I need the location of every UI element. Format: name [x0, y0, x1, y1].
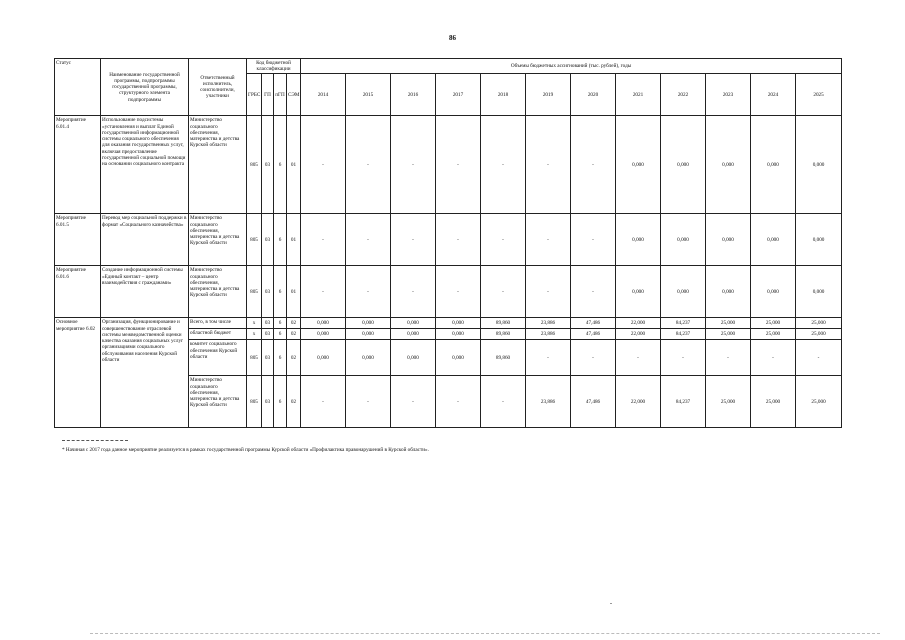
cell-value: 0,000: [346, 318, 391, 329]
cell-gp: 03: [262, 329, 274, 340]
cell-value: 0,000: [391, 318, 436, 329]
row-responsible: Министерство социального обеспечения, материнства и детства Курской области: [189, 214, 247, 266]
cell-value: -: [571, 266, 616, 318]
cell-value: -: [526, 214, 571, 266]
table-row: [55, 266, 842, 318]
cell-value: -: [571, 214, 616, 266]
cell-value: -: [301, 214, 346, 266]
cell-value: 25,000: [751, 329, 796, 340]
cell-value: 47,486: [571, 376, 616, 428]
cell-value: -: [391, 266, 436, 318]
table-row: [55, 116, 842, 214]
cell-value: -: [436, 376, 481, 428]
cell-value: 22,000: [616, 329, 661, 340]
cell-value: 23,886: [526, 329, 571, 340]
header-year: 2022: [661, 74, 706, 116]
cell-value: 25,000: [751, 318, 796, 329]
cell-grbs: 805: [247, 116, 262, 214]
cell-value: 25,000: [796, 376, 842, 428]
header-responsible: Ответственный исполнитель, соисполнители, участники: [189, 59, 247, 116]
cell-sem: 02: [287, 376, 301, 428]
cell-value: -: [571, 340, 616, 376]
row-name: Перевод мер социальной поддержки в формат «Социального казначейства»: [101, 214, 189, 266]
cell-value: -: [301, 266, 346, 318]
cell-grbs: x: [247, 318, 262, 329]
cell-value: -: [436, 116, 481, 214]
cell-value: 0,000: [301, 318, 346, 329]
cell-value: 0,000: [391, 329, 436, 340]
cell-pgp: 6: [274, 266, 287, 318]
cell-value: 0,000: [706, 116, 751, 214]
cell-value: 25,000: [751, 376, 796, 428]
cell-value: 84,237: [661, 318, 706, 329]
cell-value: 84,237: [661, 329, 706, 340]
cell-sem: 01: [287, 116, 301, 214]
cell-gp: 03: [262, 340, 274, 376]
cell-value: -: [436, 266, 481, 318]
cell-value: 0,000: [706, 266, 751, 318]
header-budget-code: Код бюджетной классификации: [247, 59, 301, 74]
cell-value: 22,000: [616, 376, 661, 428]
cell-value: -: [481, 116, 526, 214]
cell-value: -: [796, 340, 842, 376]
header-year: 2021: [616, 74, 661, 116]
cell-pgp: 6: [274, 318, 287, 329]
cell-grbs: 805: [247, 214, 262, 266]
cell-value: 0,000: [661, 116, 706, 214]
cell-value: 84,237: [661, 376, 706, 428]
header-sem: СЭМ: [287, 74, 301, 116]
cell-value: -: [481, 214, 526, 266]
cell-gp: 03: [262, 266, 274, 318]
cell-sem: 01: [287, 214, 301, 266]
cell-value: 0,000: [796, 116, 842, 214]
header-year: 2017: [436, 74, 481, 116]
cell-sem: 02: [287, 340, 301, 376]
cell-value: 22,000: [616, 318, 661, 329]
cell-value: 89,860: [481, 318, 526, 329]
cell-value: -: [436, 214, 481, 266]
header-year: 2020: [571, 74, 616, 116]
cell-value: -: [751, 340, 796, 376]
cell-value: -: [481, 376, 526, 428]
header-year: 2016: [391, 74, 436, 116]
row-status: Мероприятие 6.01.4: [55, 116, 101, 214]
cell-value: 25,000: [796, 318, 842, 329]
page-number: 86: [449, 34, 456, 42]
header-status: Статус: [55, 59, 101, 116]
row-responsible: областной бюджет: [189, 329, 247, 340]
cell-gp: 03: [262, 214, 274, 266]
cell-value: 25,000: [706, 318, 751, 329]
cell-value: -: [526, 266, 571, 318]
cell-grbs: 805: [247, 266, 262, 318]
header-year: 2024: [751, 74, 796, 116]
cell-value: 25,000: [706, 329, 751, 340]
cell-grbs: 805: [247, 340, 262, 376]
cell-value: 0,000: [661, 266, 706, 318]
row-status: Мероприятие 6.01.6: [55, 266, 101, 318]
cell-value: 23,886: [526, 376, 571, 428]
cell-value: -: [301, 116, 346, 214]
table-row: [55, 214, 842, 266]
cell-value: -: [346, 376, 391, 428]
cell-value: 0,000: [751, 214, 796, 266]
cell-value: 89,860: [481, 340, 526, 376]
cell-pgp: 6: [274, 329, 287, 340]
cell-value: 89,860: [481, 329, 526, 340]
cell-value: 0,000: [346, 340, 391, 376]
row-responsible: Министерство социального обеспечения, материнства и детства Курской области: [189, 376, 247, 428]
cell-value: 0,000: [661, 214, 706, 266]
cell-value: 0,000: [616, 266, 661, 318]
cell-grbs: 805: [247, 376, 262, 428]
row-responsible: Министерство социального обеспечения, материнства и детства Курской области: [189, 266, 247, 318]
header-year: 2019: [526, 74, 571, 116]
header-pgp: пГП: [274, 74, 287, 116]
cell-value: 0,000: [301, 340, 346, 376]
cell-value: -: [526, 116, 571, 214]
row-responsible: Всего, в том числе: [189, 318, 247, 329]
row-name: Создание информационной системы «Единый контакт – центр взаимодействия с гражданами»: [101, 266, 189, 318]
cell-value: -: [526, 340, 571, 376]
row-responsible: комитет социального обеспечения Курской области: [189, 340, 247, 376]
cell-value: 0,000: [436, 329, 481, 340]
cell-sem: 02: [287, 329, 301, 340]
cell-pgp: 6: [274, 376, 287, 428]
header-grbs: ГРБС: [247, 74, 262, 116]
header-year: 2018: [481, 74, 526, 116]
cell-value: -: [391, 214, 436, 266]
cell-value: -: [301, 376, 346, 428]
cell-value: 0,000: [616, 116, 661, 214]
cell-value: 0,000: [796, 214, 842, 266]
table-row: [55, 318, 842, 329]
cell-value: -: [706, 340, 751, 376]
cell-value: 0,000: [436, 340, 481, 376]
header-year: 2015: [346, 74, 391, 116]
row-status: Основное мероприятие 6.02: [55, 318, 101, 428]
cell-value: 0,000: [436, 318, 481, 329]
cell-value: 0,000: [301, 329, 346, 340]
cell-gp: 03: [262, 318, 274, 329]
cell-value: -: [616, 340, 661, 376]
row-name: Организация, функционирование и совершенствование отраслевой системы межведомственной оценки качества оказания социальных услуг организациями социального обслуживания населения Курской области: [101, 318, 189, 428]
cell-value: 0,000: [346, 329, 391, 340]
cell-value: 0,000: [391, 340, 436, 376]
cell-value: 47,486: [571, 318, 616, 329]
cell-value: -: [661, 340, 706, 376]
cell-sem: 02: [287, 318, 301, 329]
header-year: 2023: [706, 74, 751, 116]
scan-speck: [610, 603, 612, 604]
cell-value: 47,486: [571, 329, 616, 340]
header-name: Наименование государственной программы, подпрограммы государственной программы, структурного элемента подпрограммы: [101, 59, 189, 116]
header-year: 2025: [796, 74, 842, 116]
cell-sem: 01: [287, 266, 301, 318]
budget-table: [54, 58, 842, 428]
footnote: * Начиная с 2017 года данное мероприятие реализуется в рамках государственной программы Курской области «Профилактика правонарушений в Курской области».: [62, 447, 429, 453]
scan-edge-line: [90, 633, 880, 634]
cell-gp: 03: [262, 376, 274, 428]
cell-pgp: 6: [274, 116, 287, 214]
cell-value: -: [571, 116, 616, 214]
header-year: 2014: [301, 74, 346, 116]
row-responsible: Министерство социального обеспечения, материнства и детства Курской области: [189, 116, 247, 214]
footnote-divider: [62, 440, 128, 441]
cell-value: 23,886: [526, 318, 571, 329]
header-amounts: Объемы бюджетных ассигнований (тыс. рублей), годы: [301, 59, 842, 74]
cell-value: 0,000: [706, 214, 751, 266]
cell-value: -: [346, 214, 391, 266]
cell-value: -: [391, 116, 436, 214]
cell-grbs: x: [247, 329, 262, 340]
cell-pgp: 6: [274, 214, 287, 266]
row-status: Мероприятие 6.01.5: [55, 214, 101, 266]
cell-pgp: 6: [274, 340, 287, 376]
cell-value: -: [346, 266, 391, 318]
cell-value: 0,000: [751, 266, 796, 318]
cell-value: 25,000: [796, 329, 842, 340]
cell-gp: 03: [262, 116, 274, 214]
cell-value: -: [346, 116, 391, 214]
cell-value: -: [481, 266, 526, 318]
cell-value: 0,000: [796, 266, 842, 318]
row-name: Использование подсистемы «установления и выплат Единой государственной информационной системы социального обеспечения для оказания государственных услуг, включая предоставление государственной социальной помощи на основании социального контракта: [101, 116, 189, 214]
cell-value: 0,000: [751, 116, 796, 214]
cell-value: -: [391, 376, 436, 428]
cell-value: 0,000: [616, 214, 661, 266]
header-gp: ГП: [262, 74, 274, 116]
cell-value: 25,000: [706, 376, 751, 428]
